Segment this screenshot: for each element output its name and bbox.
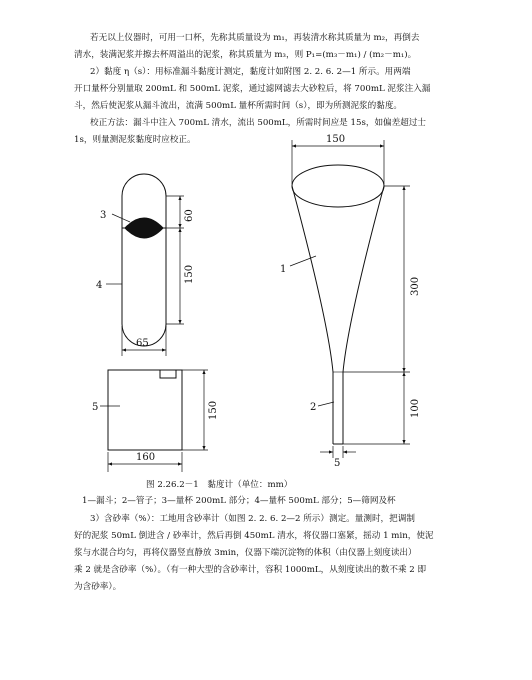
label-1: 1	[280, 264, 287, 275]
paragraph-line: 3）含砂率（%）：工地用含砂率计（如图 2. 2. 6. 2—2 所示）测定。量测时，把调制	[90, 514, 415, 524]
figure-caption: 图 2.26.2－1 黏度计（单位：mm）	[146, 480, 293, 490]
label-4: 4	[96, 280, 103, 291]
sieve-cup	[108, 370, 182, 450]
dim-60: 60	[184, 209, 195, 222]
paragraph-line: 若无以上仪器时，可用一口杯，先称其质量设为 m₁，再装清水称其质量为 m₂，再倒去	[90, 33, 420, 43]
dim-65: 65	[136, 338, 149, 349]
dim-150-sieve: 150	[208, 400, 219, 420]
paragraph-line: 为含砂率）。	[74, 582, 122, 592]
funnel	[292, 186, 384, 444]
paragraph-line: 清水，装满泥浆并擦去杯周溢出的泥浆，称其质量为 m₃，则 P₁=(m₃－m₁) / (m₂－m₁)。	[74, 50, 417, 60]
paragraph-line: 2）黏度 η（s）：用标准漏斗黏度计测定，黏度计如附图 2. 2. 6. 2—1 所示。用两端	[90, 67, 411, 77]
label-5: 5	[92, 402, 99, 413]
dim-160: 160	[136, 452, 156, 463]
dim-5: 5	[334, 458, 341, 469]
paragraph-line: 好的泥浆 50mL 倒进含 / 砂率计，然后再倒 450mL 清水，将仪器口塞紧，摇动 1 min，使泥	[74, 531, 434, 541]
paragraph-line: 乘 2 就是含砂率（%）。（有一种大型的含砂率计，容积 1000mL，从刻度读出的数不乘 2 即	[74, 565, 427, 575]
funnel-top	[292, 165, 384, 207]
dim-150-cup: 150	[184, 264, 195, 284]
paragraph-line: 开口量杯分别量取 200mL 和 500mL 泥浆，通过滤网滤去大砂粒后，将 700mL 泥浆注入漏	[74, 84, 431, 94]
label-3: 3	[100, 210, 107, 221]
dim-100: 100	[410, 398, 421, 418]
dim-300: 300	[410, 276, 421, 296]
paragraph-line: 斗，然后使泥浆从漏斗流出，流满 500mL 量杯所需时间（s），即为所测泥浆的黏度。	[74, 101, 403, 111]
label-2: 2	[310, 402, 317, 413]
paragraph-line: 1s，则量测泥浆黏度时应校正。	[74, 135, 196, 145]
measuring-cup	[122, 174, 166, 346]
paragraph-line: 校正方法：漏斗中注入 700mL 清水，流出 500mL，所需时间应是 15s，如偏差超过士	[90, 118, 427, 128]
dim-150-top: 150	[326, 134, 346, 145]
paragraph-line: 浆与水混合均匀，再将仪器竖直静放 3min，仪器下端沉淀物的体积（由仪器上刻度读出）	[74, 548, 417, 558]
figure-legend: 1—漏斗；2—管子；3—量杯 200mL 部分；4—量杯 500mL 部分；5—筛网及杯	[82, 496, 396, 506]
